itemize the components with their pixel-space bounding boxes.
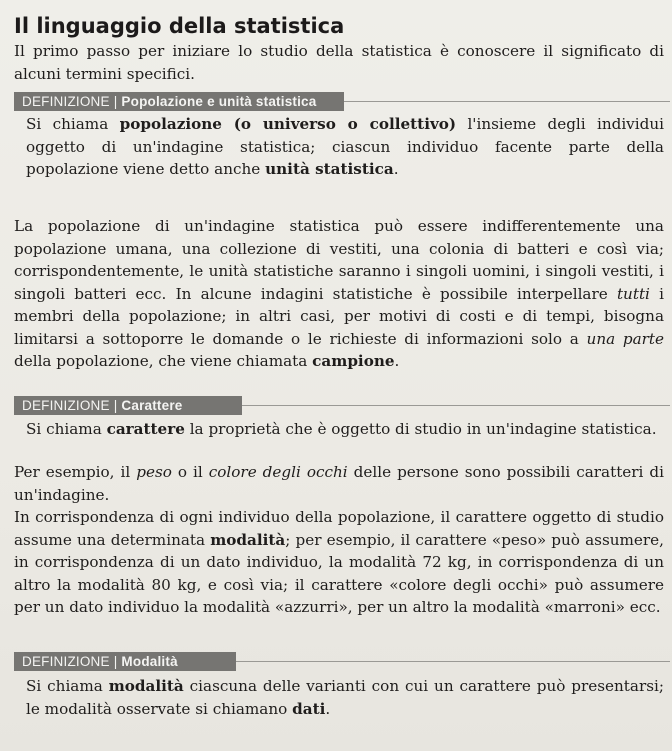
- para2-text-c: della popolazione, che viene chiamata: [14, 352, 313, 370]
- definition-rule: [242, 405, 670, 406]
- section-heading: Il linguaggio della statistica: [14, 14, 345, 38]
- definition-tag: DEFINIZIONE: [22, 398, 110, 413]
- definition-text-modalita: [26, 675, 664, 720]
- definition-title: Carattere: [121, 398, 183, 413]
- definition-bar-modalita: [14, 652, 236, 671]
- para2-text-a: La popolazione di un'indagine statistica può essere indifferentemente una popolazione umana, una collezione di vestiti, una colonia di batteri e così via; corrispondentemente, le unità statistiche saranno i singoli uomini, i singoli vestiti, i singoli batteri ecc. In alcune indagini statistiche è possibile interpellare: [14, 217, 664, 303]
- def2-text-b: la proprietà che è oggetto di studio in un'indagine statistica.: [184, 420, 657, 438]
- def1-term-unita: unità statistica: [265, 160, 394, 178]
- population-paragraph: [14, 215, 664, 373]
- definition-separator: |: [113, 94, 118, 109]
- def1-text-a: Si chiama: [26, 115, 120, 133]
- para3-text-c: delle persone sono possibili caratteri di un'indagine.: [14, 463, 664, 504]
- definition-text-popolazione: [26, 113, 664, 181]
- para2-emphasis-una-parte: una parte: [586, 329, 664, 348]
- example-paragraph: [14, 461, 664, 506]
- definition-tag: DEFINIZIONE: [22, 654, 110, 669]
- intro-paragraph: [14, 40, 664, 85]
- definition-rule: [236, 661, 670, 662]
- para4-term-modalita: modalità: [210, 530, 286, 549]
- def3-text-b: ciascuna delle varianti con cui un carattere può presentarsi; le modalità osservate si chiamano: [26, 677, 664, 718]
- definition-separator: |: [113, 398, 118, 413]
- def1-text-c: .: [393, 160, 399, 178]
- para3-emphasis-colore: colore degli occhi: [208, 463, 348, 481]
- definition-tag: DEFINIZIONE: [22, 94, 110, 109]
- modality-paragraph: [14, 506, 664, 619]
- para4-text-b: ; per esempio, il carattere «peso» può assumere, in corrispondenza di un dato individuo, la modalità 72 kg, in corrispondenza di un altro la modalità 80 kg, e così via; il carattere «colore degli occhi» può assumere per un dato individuo la modalità «azzurri», per un altro la modalità «marroni» ecc.: [14, 530, 664, 616]
- def3-term-dati: dati: [292, 699, 326, 718]
- para2-text-d: .: [394, 352, 400, 370]
- definition-separator: |: [113, 654, 118, 669]
- para3-text-b: o il: [171, 463, 209, 481]
- para3-text-a: Per esempio, il: [14, 463, 137, 481]
- def2-text-a: Si chiama: [26, 420, 107, 438]
- para3-emphasis-peso: peso: [136, 463, 172, 481]
- def2-term-carattere: carattere: [106, 420, 185, 438]
- definition-bar-carattere: [14, 396, 242, 415]
- def1-term-popolazione: popolazione (o universo o collettivo): [119, 115, 457, 133]
- def3-term-modalita: modalità: [108, 677, 184, 695]
- definition-bar-popolazione: [14, 92, 344, 111]
- definition-text-carattere: [26, 418, 664, 441]
- definition-title: Modalità: [121, 654, 178, 669]
- def3-text-c: .: [325, 699, 331, 718]
- def1-text-b: l'insieme degli individui oggetto di un'indagine statistica; ciascun individuo facente parte della popolazione viene detto anche: [26, 115, 664, 178]
- definition-rule: [344, 101, 670, 102]
- definition-title: Popolazione e unità statistica: [121, 94, 317, 109]
- intro-text: Il primo passo per iniziare lo studio della statistica è conoscere il significato di alcuni termini specifici.: [14, 42, 664, 83]
- para2-emphasis-tutti: tutti: [616, 284, 650, 303]
- para2-term-campione: campione: [312, 352, 395, 370]
- para4-text-a: In corrispondenza di ogni individuo della popolazione, il carattere oggetto di studio assume una determinata: [14, 508, 664, 549]
- para2-text-b: i membri della popolazione; in altri casi, per motivi di costi e di tempi, bisogna limitarsi a sottoporre le domande o le richieste di informazioni solo a: [14, 284, 664, 348]
- def3-text-a: Si chiama: [26, 677, 109, 695]
